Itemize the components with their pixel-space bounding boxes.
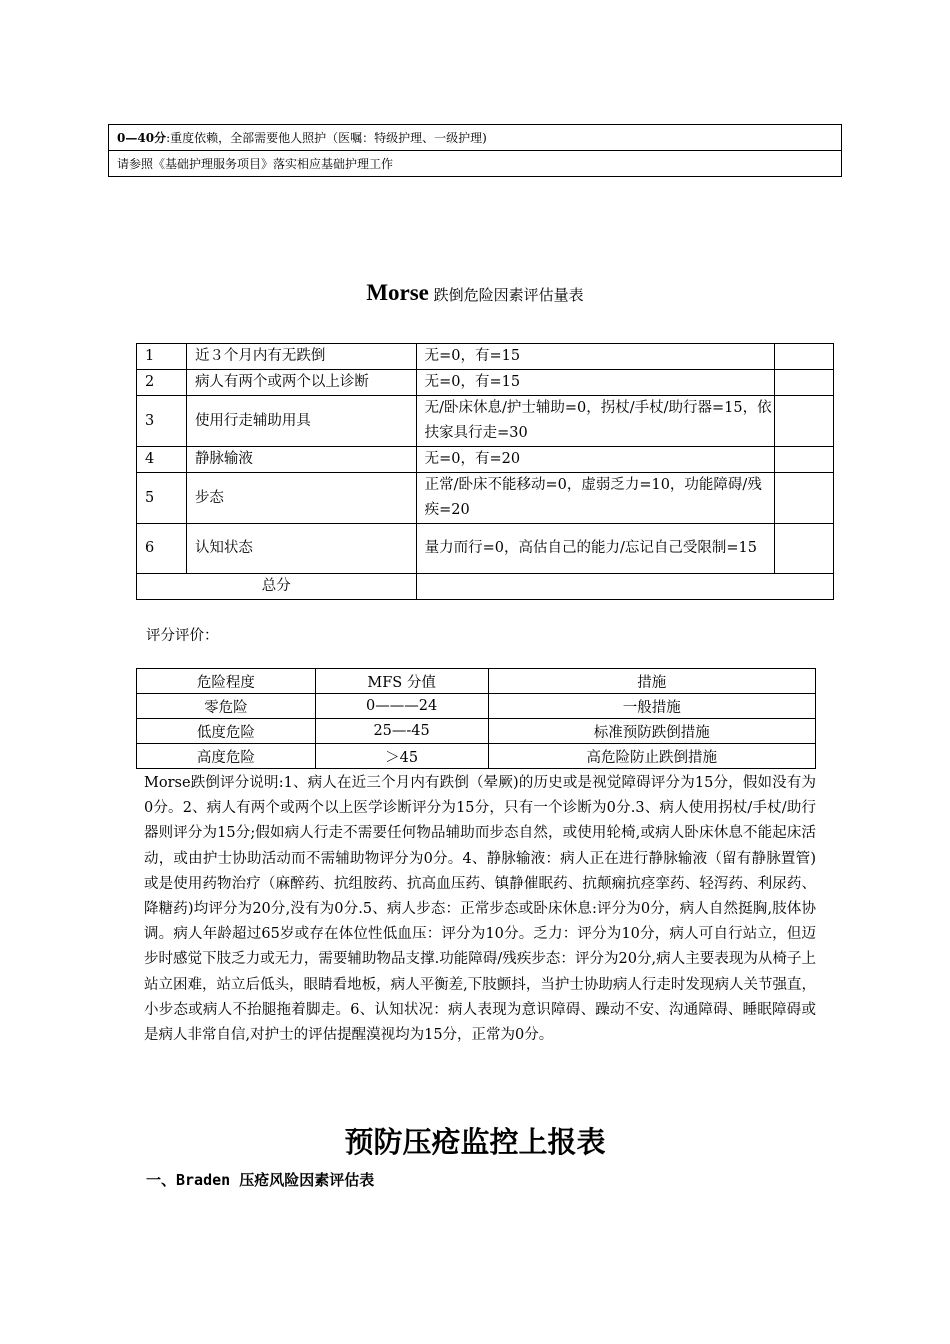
table-cell: 高危险防止跌倒措施 <box>488 744 816 769</box>
risk-factor: 使用行走辅助用具 <box>186 396 416 447</box>
braden-section-title: 预防压疮监控上报表 <box>344 1125 606 1159</box>
header-row <box>137 669 816 694</box>
morse-title-rest: 跌倒危险因素评估量表 <box>428 286 584 304</box>
row-number: 1 <box>137 344 187 370</box>
risk-factor: 静脉输液 <box>186 447 416 473</box>
care-level-cell <box>109 125 842 151</box>
score-value[interactable] <box>775 344 834 370</box>
total-row <box>137 574 834 600</box>
column-header: MFS 分值 <box>315 669 488 694</box>
table-cell: 标准预防跌倒措施 <box>488 719 816 744</box>
table-cell: ＞45 <box>315 744 488 769</box>
table-cell: 高度危险 <box>137 744 316 769</box>
column-header: 危险程度 <box>137 669 316 694</box>
table-cell: 低度危险 <box>137 719 316 744</box>
score-criteria: 正常/卧床不能移动=0，虚弱乏力=10，功能障碍/残疾=20 <box>416 473 774 524</box>
table-row <box>137 344 834 370</box>
score-criteria: 量力而行=0，高估自己的能力/忘记自己受限制=15 <box>416 524 774 574</box>
table-row <box>137 744 816 769</box>
morse-title-bold: Morse <box>366 280 429 305</box>
score-value[interactable] <box>775 524 834 574</box>
table-row <box>137 447 834 473</box>
score-value[interactable] <box>775 396 834 447</box>
risk-factor: 近３个月内有无跌倒 <box>186 344 416 370</box>
table-row <box>137 694 816 719</box>
table-row <box>137 719 816 744</box>
score-range: 0—40分 <box>117 131 167 145</box>
score-value[interactable] <box>775 473 834 524</box>
score-criteria: 无/卧床休息/护士辅助=0，拐杖/手杖/助行器=15，依扶家具行走=30 <box>416 396 774 447</box>
risk-level-table <box>136 668 816 769</box>
evaluation-label: 评分评价： <box>146 628 219 644</box>
risk-factor: 步态 <box>186 473 416 524</box>
braden-subtitle: 一、Braden 压疮风险因素评估表 <box>146 1171 375 1189</box>
care-level-table <box>108 124 842 177</box>
score-criteria: 无=0，有=15 <box>416 344 774 370</box>
table-cell: 一般措施 <box>488 694 816 719</box>
score-criteria: 无=0，有=20 <box>416 447 774 473</box>
total-label: 总分 <box>137 574 417 600</box>
risk-factor: 病人有两个或两个以上诊断 <box>186 370 416 396</box>
table-row <box>137 473 834 524</box>
row-number: 3 <box>137 396 187 447</box>
table-cell: 0———24 <box>315 694 488 719</box>
table-row <box>137 524 834 574</box>
score-value[interactable] <box>775 370 834 396</box>
morse-scale-table <box>136 343 834 600</box>
table-row <box>109 151 842 177</box>
score-value[interactable] <box>775 447 834 473</box>
table-row <box>137 396 834 447</box>
column-header: 措施 <box>488 669 816 694</box>
care-level-desc: :重度依赖，全部需要他人照护（医嘱：特级护理、一级护理) <box>166 131 487 145</box>
row-number: 6 <box>137 524 187 574</box>
table-row <box>109 125 842 151</box>
score-criteria: 无=0，有=15 <box>416 370 774 396</box>
risk-factor: 认知状态 <box>186 524 416 574</box>
morse-explanation: Morse跌倒评分说明:1、病人在近三个月内有跌倒（晕厥)的历史或是视觉障碍评分为15分，假如没有为0分。2、病人有两个或两个以上医学诊断评分为15分，只有一个诊断为0分.3、病人使用拐杖/手杖/助行器则评分为15分;假如病人行走不需要任何物品辅助而步态自然，或使用轮椅,或病人卧床休息不能起床活动，或由护士协助活动而不需辅助物评分为0分。4、静脉输液：病人正在进行静脉输液（留有静脉置管)或是使用药物治疗（麻醉药、抗组胺药、抗高血压药、镇静催眠药、抗颠痫抗痉挛药、轻泻药、利尿药、降糖药)均评分为20分,没有为0分.5、病人步态：正常步态或卧床休息:评分为0分，病人自然挺胸,肢体协调。病人年龄超过65岁或存在体位性低血压：评分为10分。乏力：评分为10分，病人可自行站立，但迈步时感觉下肢乏力或无力，需要辅助物品支撑.功能障碍/残疾步态：评分为20分,病人主要表现为从椅子上站立困难，站立后低头，眼睛看地板，病人平衡差,下肢颤抖，当护士协助病人行走时发现病人关节强直，小步态或病人不抬腿拖着脚走。6、认知状况：病人表现为意识障碍、躁动不安、沟通障碍、睡眠障碍或是病人非常自信,对护士的评估提醒漠视均为15分，正常为0分。 <box>144 775 816 1044</box>
table-cell: 25—-45 <box>315 719 488 744</box>
table-row <box>137 370 834 396</box>
row-number: 5 <box>137 473 187 524</box>
row-number: 4 <box>137 447 187 473</box>
care-reference-cell: 请参照《基础护理服务项目》落实相应基础护理工作 <box>109 151 842 177</box>
morse-title <box>0 280 950 306</box>
total-value[interactable] <box>416 574 833 600</box>
table-cell: 零危险 <box>137 694 316 719</box>
row-number: 2 <box>137 370 187 396</box>
